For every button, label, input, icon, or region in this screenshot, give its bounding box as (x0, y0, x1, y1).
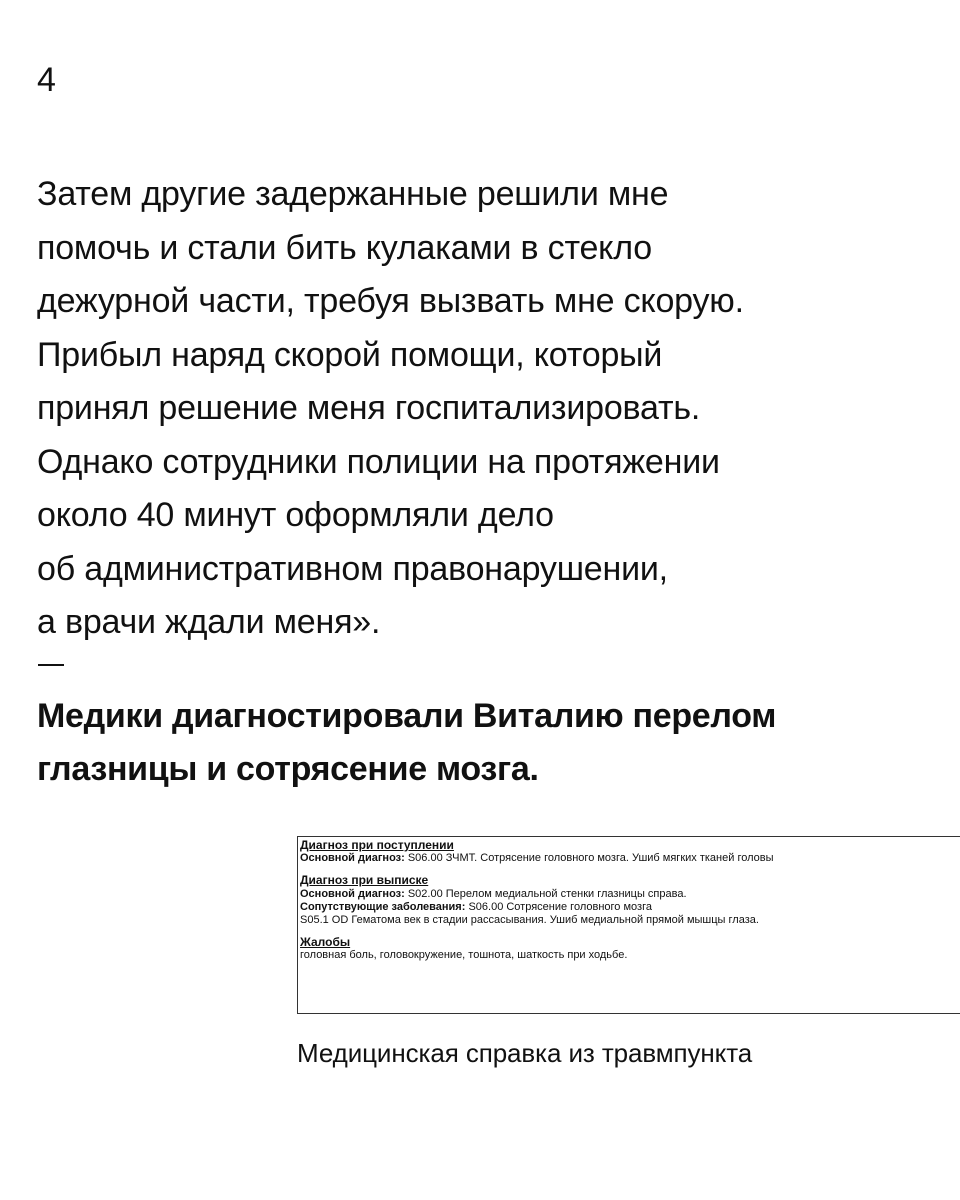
quote-line: а врачи ждали меня». (37, 603, 381, 641)
medical-certificate-excerpt (297, 836, 960, 1014)
quote-paragraph (37, 168, 937, 650)
highlight-line: Медики диагностировали Виталию перелом (37, 697, 777, 735)
quote-line: дежурной части, требуя вызвать мне скорую. (37, 282, 744, 320)
quote-line: помочь и стали бить кулаками в стекло (37, 228, 652, 267)
admission-heading: Диагноз при поступлении (300, 838, 454, 852)
concomitant-diseases (300, 901, 960, 914)
separator-dash (38, 664, 64, 666)
quote-line: принял решение меня госпитализировать. (37, 389, 701, 427)
discharge-diagnosis-section (300, 874, 960, 927)
highlight-statement (37, 690, 937, 796)
quote-line: около 40 минут оформляли дело (37, 496, 554, 534)
image-caption: Медицинская справка из травмпункта (297, 1038, 753, 1068)
concomitant-extra: S05.1 OD Гематома век в стадии рассасывания. Ушиб медиальной прямой мышцы глаза. (300, 914, 759, 927)
discharge-heading: Диагноз при выписке (300, 873, 429, 888)
concomitant-value: S06.00 Сотрясение головного мозга (465, 900, 652, 913)
concomitant-label: Сопутствующие заболевания: (300, 900, 466, 913)
admission-main-diagnosis (300, 852, 960, 865)
discharge-main-diagnosis (300, 888, 960, 901)
admission-diagnosis-section (300, 839, 960, 865)
complaints-heading: Жалобы (300, 935, 351, 950)
main-diagnosis-label: Основной диагноз: (300, 887, 405, 900)
quote-line: об административном правонарушении, (37, 549, 668, 588)
page-number: 4 (37, 61, 56, 99)
highlight-line: глазницы и сотрясение мозга. (37, 750, 539, 788)
main-diagnosis-value: S06.00 ЗЧМТ. Сотрясение головного мозга. Ушиб мягких тканей головы (404, 852, 774, 865)
complaints-text: головная боль, головокружение, тошнота, шаткость при ходьбе. (300, 949, 628, 962)
main-diagnosis-label: Основной диагноз: (300, 852, 405, 865)
complaints-section (300, 936, 960, 962)
quote-line: Прибыл наряд скорой помощи, который (37, 335, 663, 374)
quote-line: Затем другие задержанные решили мне (37, 175, 669, 213)
main-diagnosis-value: S02.00 Перелом медиальной стенки глазницы справа. (404, 887, 687, 900)
quote-line: Однако сотрудники полиции на протяжении (37, 442, 720, 481)
